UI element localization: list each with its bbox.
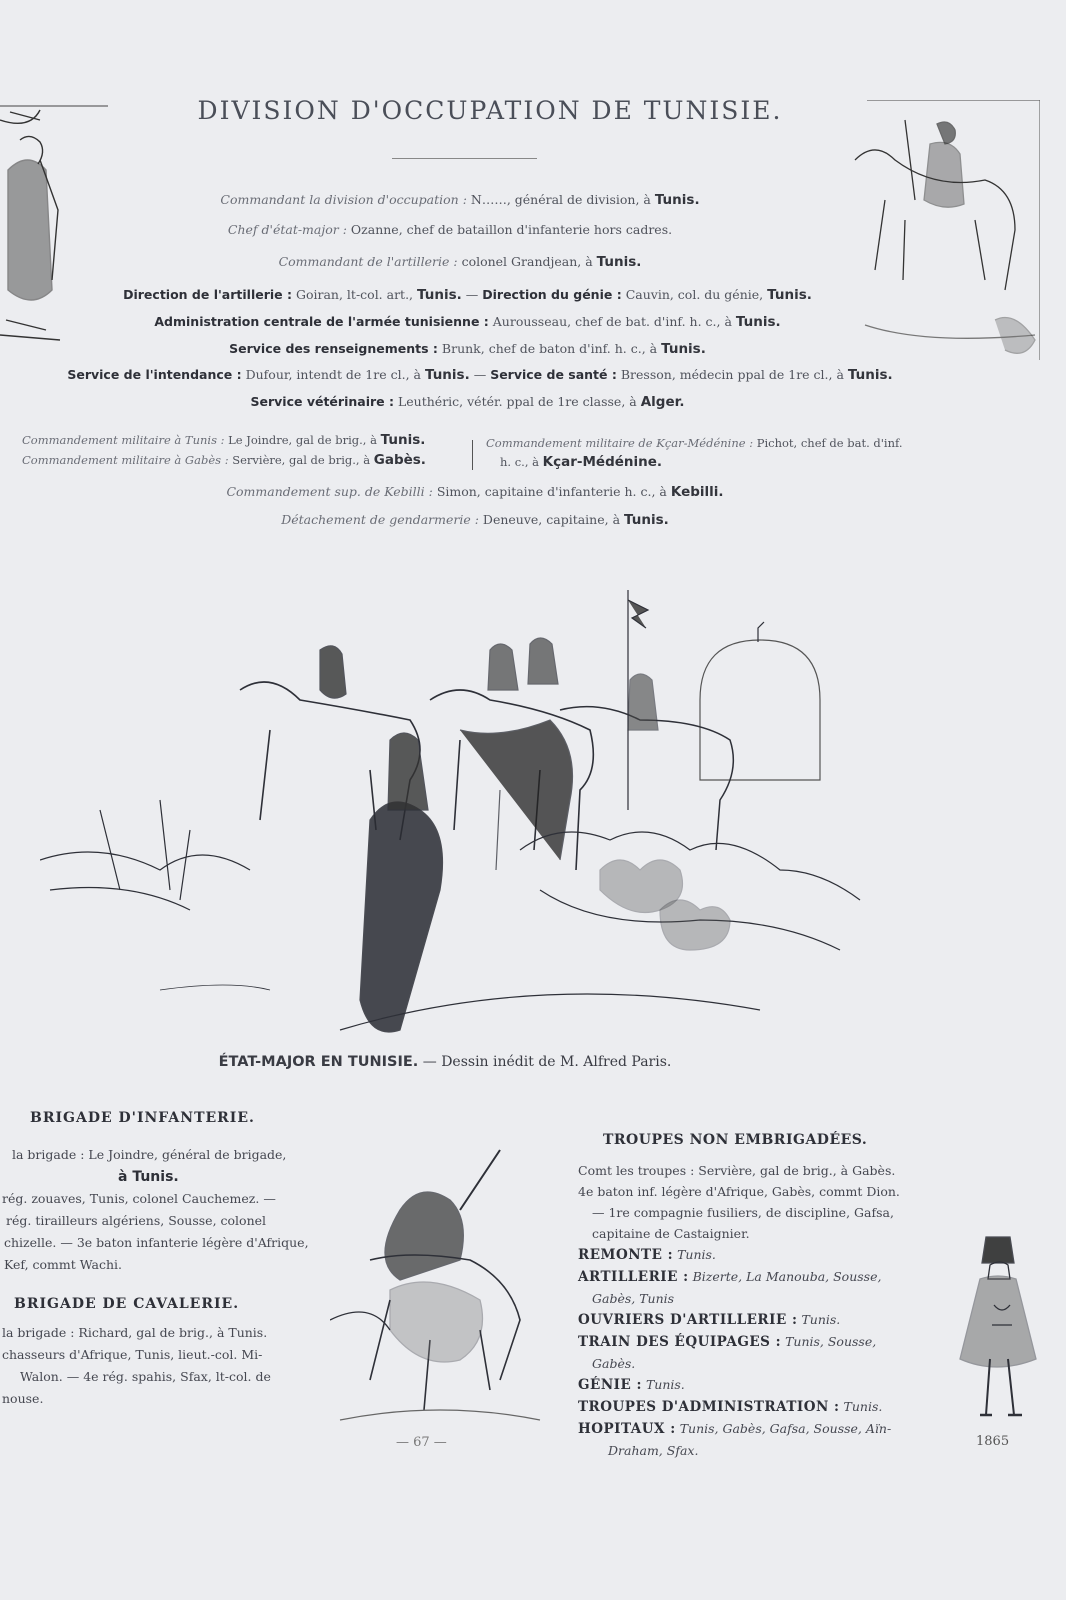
page-number: — 67 — bbox=[396, 1435, 447, 1450]
directions-line: Direction de l'artillerie : Goiran, lt-col. art., Tunis. — Direction du génie : Cauvin, col. du génie, Tunis. bbox=[123, 287, 812, 303]
brigade-cavalerie-text: la brigade : Richard, gal de brig., à Tunis. chasseurs d'Afrique, Tunis, lieut.-col. Mi- Walon. — 4e rég. spahis, Sfax, lt-col. de nouse. bbox=[2, 1325, 271, 1406]
zouave-figure-illustration bbox=[950, 1235, 1050, 1435]
title-rule bbox=[392, 158, 537, 159]
intendance-sante-line: Service de l'intendance : Dufour, intendt de 1re cl., à Tunis. — Service de santé : Bresson, médecin ppal de 1re cl., à Tunis. bbox=[67, 367, 893, 383]
chief-of-staff-line: Chef d'état-major : Ozanne, chef de bataillon d'infanterie hors cadres. bbox=[227, 222, 673, 237]
brigade-infanterie-heading: BRIGADE D'INFANTERIE. bbox=[30, 1110, 255, 1126]
artillery-commander-line: Commandant de l'artillerie : colonel Grandjean, à Tunis. bbox=[278, 254, 642, 270]
year-label: 1865 bbox=[976, 1434, 1010, 1449]
page-title: DIVISION D'OCCUPATION DE TUNISIE. bbox=[197, 96, 783, 125]
command-division-line: Commandant la division d'occupation : N……, général de division, à Tunis. bbox=[220, 192, 700, 208]
engraving-caption: ÉTAT-MAJOR EN TUNISIE. — Dessin inédit de M. Alfred Paris. bbox=[218, 1054, 672, 1070]
renseignements-line: Service des renseignements : Brunk, chef de baton d'inf. h. c., à Tunis. bbox=[229, 341, 706, 357]
troupes-text: Comt les troupes : Servière, gal de brig., à Gabès. 4e baton inf. légère d'Afrique, Gabès, commt Dion. — 1re compagnie fusiliers, de discipline, Gafsa, capitaine de Castaignier. REMONTE : Tunis. ARTILLERIE : Bizerte, La Manouba, Sousse, Gabès, Tunis OUVRIERS D'ARTILLERIE : Tunis. TRAIN DES ÉQUIPAGES : Tunis, Sousse, Gabès. GÉNIE : Tunis. TROUPES D'ADMINISTRATION : Tunis. HOPITAUX : Tunis, Gabès, Gafsa, Sousse, Aïn- Draham, Sfax. bbox=[578, 1163, 900, 1458]
troupes-heading: TROUPES NON EMBRIGADÉES. bbox=[603, 1132, 868, 1148]
spahi-rider-illustration bbox=[330, 1140, 570, 1440]
column-separator bbox=[472, 440, 473, 470]
military-medenine-line: Commandement militaire de Kçar-Médénine : Pichot, chef de bat. d'inf. bbox=[486, 436, 903, 450]
gendarmerie-line: Détachement de gendarmerie : Deneuve, capitaine, à Tunis. bbox=[281, 512, 669, 528]
etat-major-engraving bbox=[40, 570, 900, 1040]
kebilli-line: Commandement sup. de Kebilli : Simon, capitaine d'infanterie h. c., à Kebilli. bbox=[226, 484, 724, 500]
brigade-cavalerie-heading: BRIGADE DE CAVALERIE. bbox=[14, 1296, 240, 1312]
veterinaire-line: Service vétérinaire : Leuthéric, vétér. ppal de 1re classe, à Alger. bbox=[250, 394, 685, 410]
military-gabes-line: Commandement militaire à Gabès : Servière, gal de brig., à Gabès. bbox=[22, 452, 426, 468]
administration-line: Administration centrale de l'armée tunisienne : Aurousseau, chef de bat. d'inf. h. c., à Tunis. bbox=[154, 314, 781, 330]
military-tunis-line: Commandement militaire à Tunis : Le Joindre, gal de brig., à Tunis. bbox=[22, 432, 426, 448]
brigade-infanterie-text: la brigade : Le Joindre, général de brigade, à Tunis. rég. zouaves, Tunis, colonel Cauchemez. — rég. tirailleurs algériens, Sousse, colonel chizelle. — 3e baton infanterie légère d'Afrique, Kef, commt Wachi. bbox=[2, 1147, 309, 1272]
military-medenine-line-2: h. c., à Kçar-Médénine. bbox=[500, 454, 663, 470]
